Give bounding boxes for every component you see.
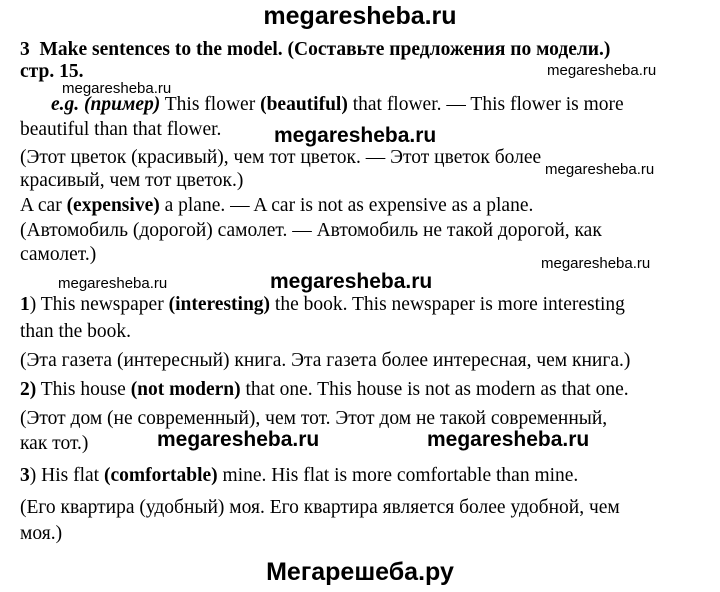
item-2-number: 2) <box>20 379 37 400</box>
task-heading <box>20 40 610 60</box>
example-label: e.g. (пример) <box>51 94 161 115</box>
item-3-line: 3) His flat (comfortable) mine. His flat is more comfortable than mine. <box>20 465 579 486</box>
task-instruction: Make sentences to the model. (Составьте предложения по модели.) <box>39 39 611 60</box>
example-car-line: A car (expensive) a plane. — A car is not as expensive as a plane. <box>20 195 534 216</box>
item-3-number: 3 <box>20 465 30 486</box>
watermark-small: megaresheba.ru <box>545 161 655 178</box>
item-2-ru-1: (Этот дом (не современный), чем тот. Этот дом не такой современный, <box>20 408 608 429</box>
header-watermark: megaresheba.ru <box>263 2 457 30</box>
watermark-big: megaresheba.ru <box>270 270 433 293</box>
item-2-cue: (not modern) <box>130 379 241 400</box>
example-ru-2: красивый, чем тот цветок.) <box>20 170 244 191</box>
watermark-big: megaresheba.ru <box>427 428 590 451</box>
example-ru-1: (Этот цветок (красивый), чем тот цветок. — Этот цветок более <box>20 147 542 168</box>
item-2-ru-2: как тот.) <box>20 433 89 454</box>
item-1-cue: (interesting) <box>168 294 271 315</box>
watermark-small: megaresheba.ru <box>58 275 168 292</box>
watermark-small: megaresheba.ru <box>547 62 657 79</box>
example-car-cue: (expensive) <box>66 195 160 216</box>
item-3-ru-2: моя.) <box>20 523 63 544</box>
footer-watermark: Мегарешеба.ру <box>266 558 454 586</box>
example-car-ru-1: (Автомобиль (дорогой) самолет. — Автомобиль не такой дорогой, как <box>20 220 602 241</box>
item-1-line: 1) This newspaper (interesting) the book. This newspaper is more interesting <box>20 294 625 315</box>
watermark-small: megaresheba.ru <box>541 255 651 272</box>
example-car-ru-2: самолет.) <box>20 244 97 265</box>
example-line-1: e.g. (пример) This flower (beautiful) that flower. — This flower is more <box>51 94 624 115</box>
watermark-big: megaresheba.ru <box>157 428 320 451</box>
watermark-big: megaresheba.ru <box>274 124 437 147</box>
item-2-line: 2) This house (not modern) that one. This house is not as modern as that one. <box>20 379 629 400</box>
item-3-cue: (comfortable) <box>103 465 218 486</box>
item-1-number: 1 <box>20 294 30 315</box>
example-line-2: beautiful than that flower. <box>20 119 222 140</box>
example-cue: (beautiful) <box>260 94 348 115</box>
task-number: 3 <box>20 39 30 60</box>
item-3-ru-1: (Его квартира (удобный) моя. Его квартира является более удобной, чем <box>20 497 620 518</box>
item-1-ru: (Эта газета (интересный) книга. Эта газета более интересная, чем книга.) <box>20 350 631 371</box>
task-page-ref: стр. 15. <box>20 61 84 82</box>
watermark-small: megaresheba.ru <box>62 80 172 97</box>
item-1-cont: than the book. <box>20 321 132 342</box>
